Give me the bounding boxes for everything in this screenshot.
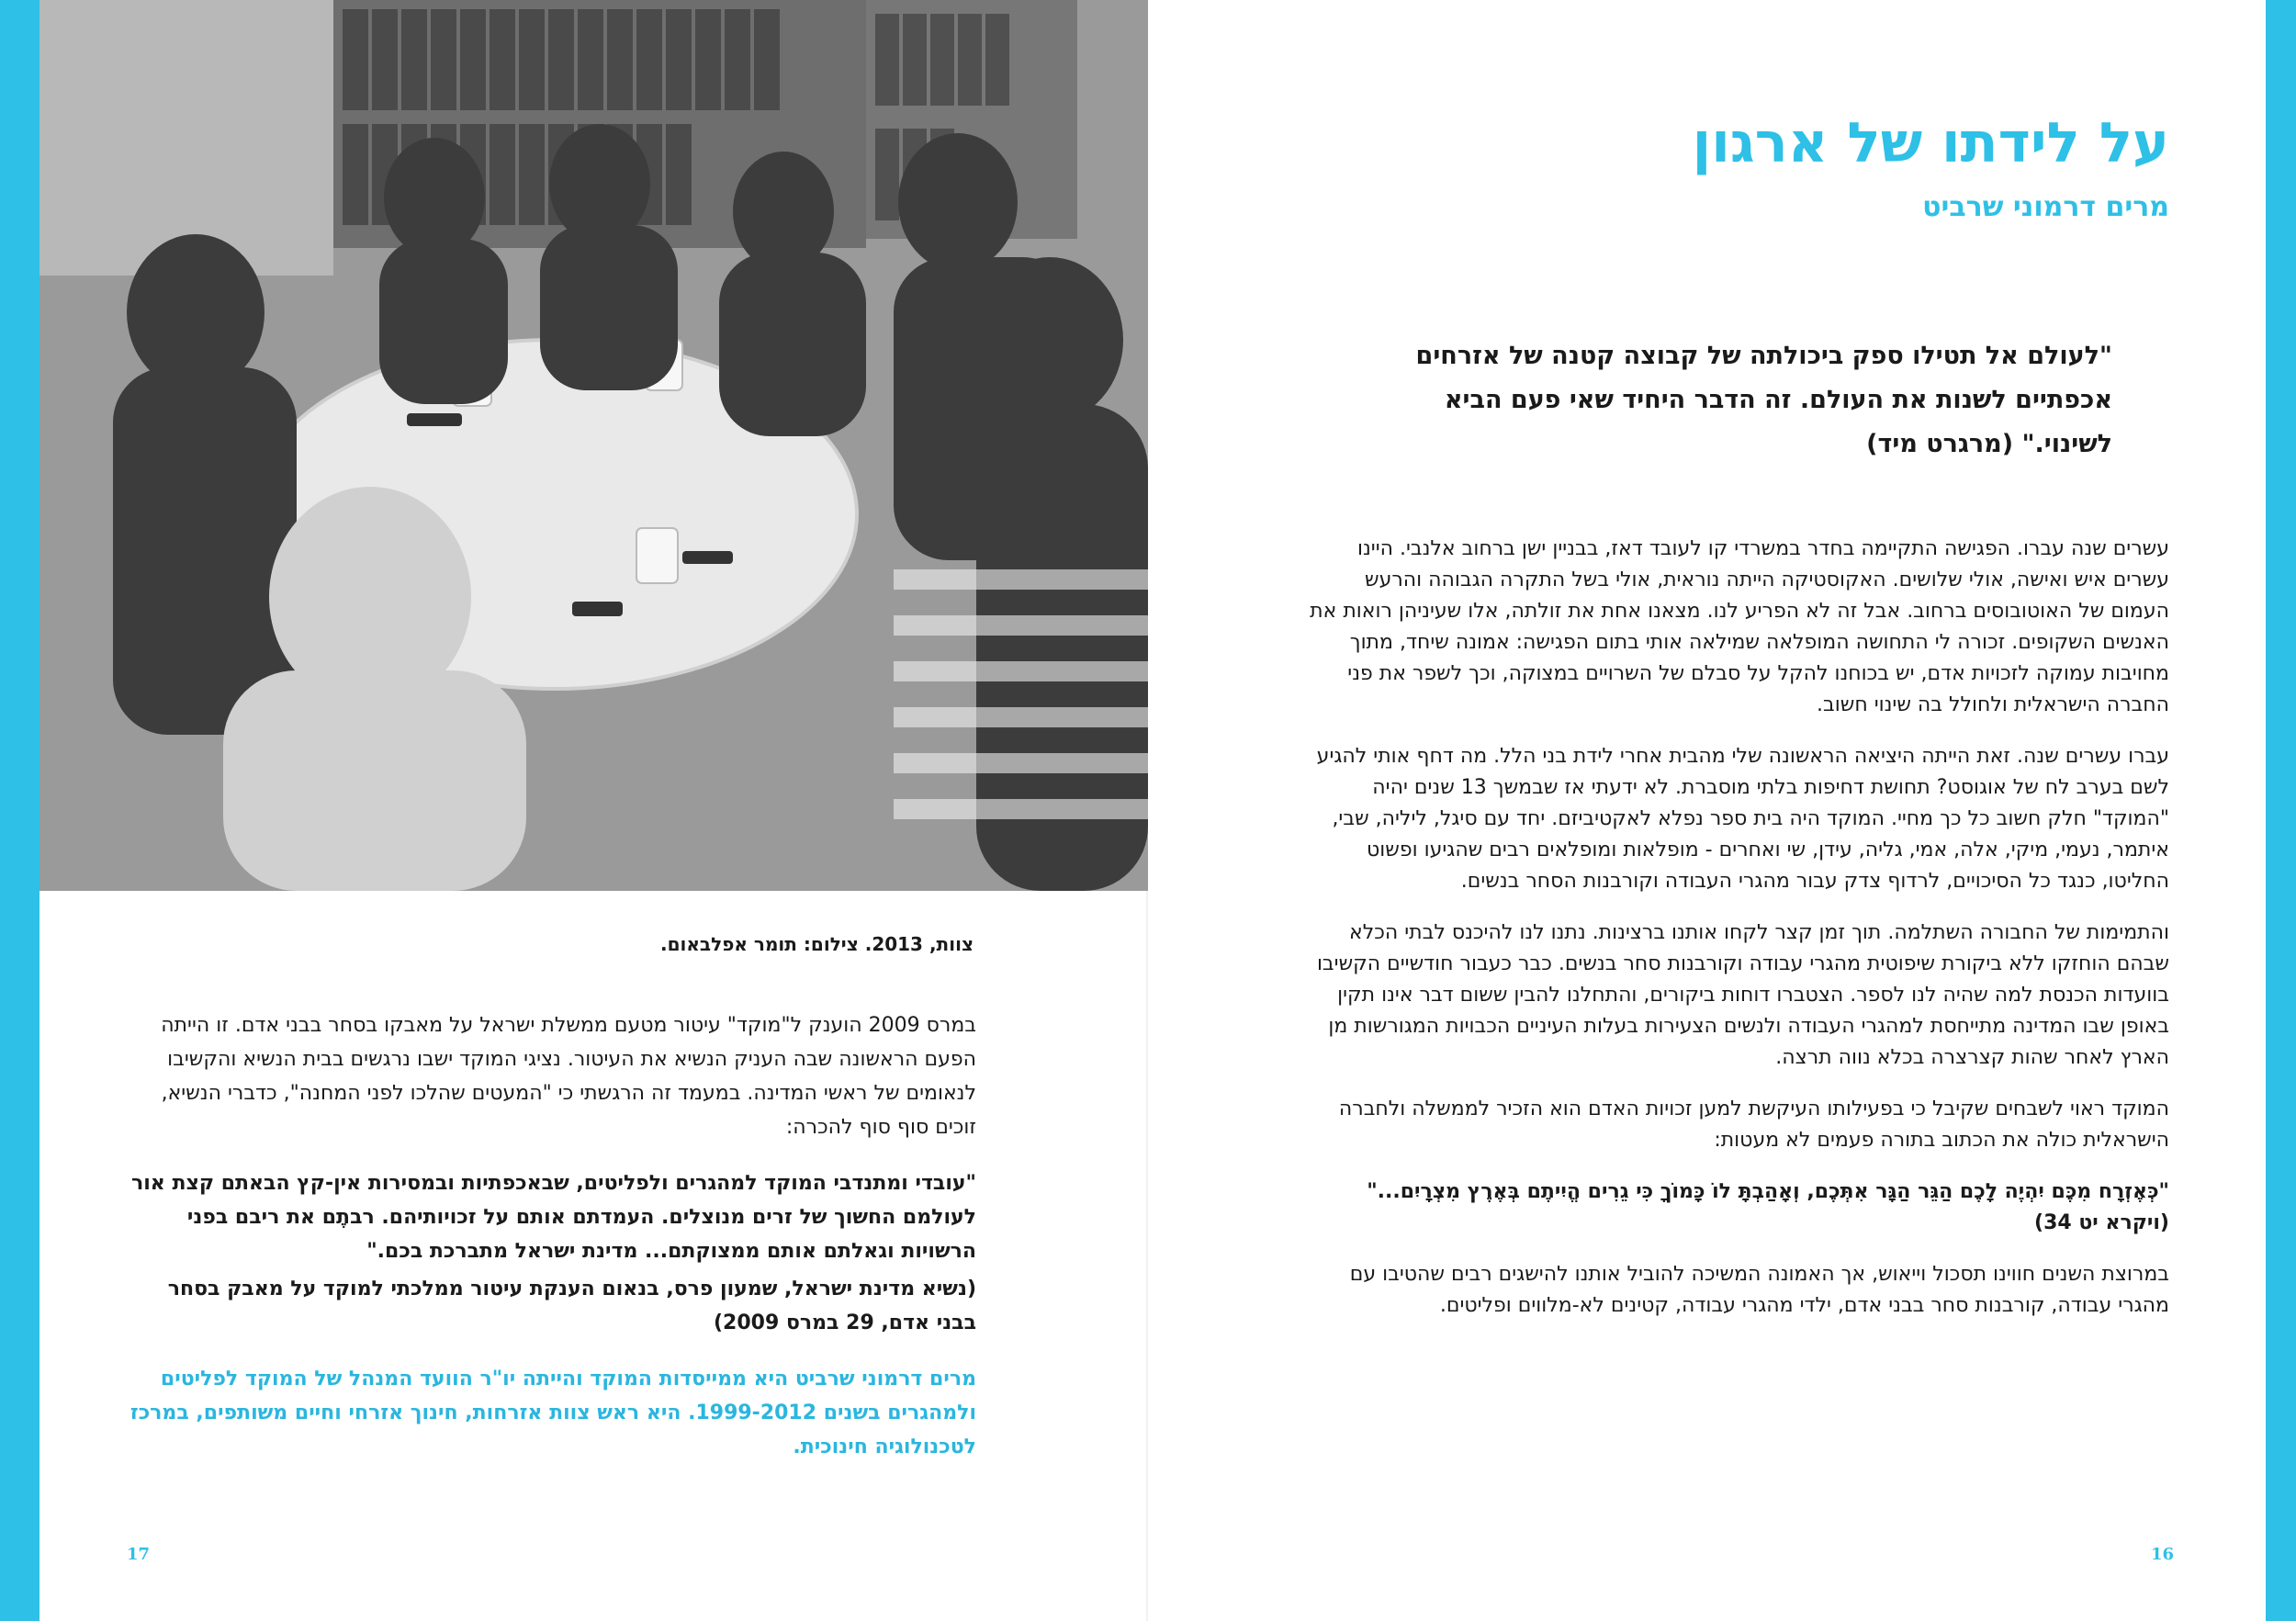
paragraph: עשרים שנה עברו. הפגישה התקיימה בחדר במשרדי קו לעובד דאז, בבניין ישן ברחוב אלנבי. היינו עשרים איש ואישה, אולי שלושים. האקוסטיקה הייתה נוראית, אולי בשל התקרה הגבוהה והרעש העמום של האוטובוסים ברחוב. אבל זה לא הפריע לנו. מצאנו אחת את זולתה, אלו שעיניהן רואות את האנשים השקופים. זכורה לי התחושה המופלאה שמילאה אותי בתום הפגישה: אמונה שיחד, מתוך מחויבות עמוקה לזכויות אדם, יש בכוחנו להקל על סבלם של השרויים במצוקה, וכך לשפר את פני החברה הישראלית ולחולל בה שינוי חשוב. — [1310, 537, 2169, 716]
article-title: על לידתו של ארגון — [1692, 111, 2169, 175]
left-page-body — [127, 1008, 976, 1486]
author-bio: מרים דרמוני שרביט היא ממייסדות המוקד והייתה יו"ר הוועד המנהל של המוקד לפליטים ולמהגרים בשנים 1999-2012. היא ראש צוות אזרחות, חינוך אזרחי וחיים משותפים, במרכז לטכנולוגיה חינוכית. — [129, 1368, 976, 1458]
article-author: מרים דרמוני שרביט — [1922, 191, 2169, 223]
page-number-left: 17 — [127, 1545, 151, 1564]
photo-caption: צוות, 2013. צילום: תומר אפלבאום. — [659, 933, 974, 955]
right-page-body — [1309, 534, 2169, 1342]
bible-verse-source: (ויקרא יט 34) — [2034, 1211, 2169, 1234]
president-quote-text: "עובדי ומתנדבי המוקד למהגרים ולפליטים, שבאכפתיות ובמסירות אין-קץ הבאתם קצת אור לעולמם החשוך של זרים מנוצלים. העמדתם אותם על זכויותיהם. רבתֶם את ריבם בפני הרשויות וגאלתם אותם ממצוקתם... מדינת ישראל מתברכת בכם." — [130, 1172, 976, 1263]
epigraph-quote: "לעולם אל תטילו ספק ביכולתה של קבוצה קטנה של אזרחים אכפתיים לשנות את העולם. זה הדבר היחיד שאי פעם הביא לשינוי." (מרגרט מיד) — [1415, 342, 2112, 458]
bible-verse-text: "כְּאֶזְרָח מִכֶּם יִהְיֶה לָכֶם הַגֵּר הַגָּר אִתְּכֶם, וְאָהַבְתָּ לוֹ כָּמוֹךָ כִּי גֵרִים הֱיִיתֶם בְּאֶרֶץ מִצְרָיִם..." — [1367, 1180, 2169, 1203]
paragraph: המוקד ראוי לשבחים שקיבל כי בפעילותו העיקשת למען זכויות האדם הוא הזכיר לממשלה ולחברה הישראלית כולה את הכתוב בתורה פעמים לא מעטות: — [1338, 1098, 2169, 1152]
page-number-right: 16 — [2151, 1545, 2175, 1564]
team-photo — [39, 0, 1148, 891]
paragraph: במרס 2009 הוענק ל"מוקד" עיטור מטעם ממשלת ישראל על מאבקו בסחר בבני אדם. זו הייתה הפעם הראשונה שבה העניק הנשיא את העיטור. נציגי המוקד ישבו נרגשים בבית הנשיא והקשיבו לנאומים של ראשי המדינה. במעמד זה הרגשתי כי "המעטים שהלכו לפני המחנה", כדברי הנשיא, זוכים סוף סוף להכרה: — [161, 1014, 976, 1139]
right-edge-band — [2266, 0, 2296, 1621]
bible-verse — [1309, 1176, 2169, 1239]
closing-paragraph: במרוצת השנים חווינו תסכול וייאוש, אך האמונה המשיכה להוביל אותנו להישגים רבים שהטיבו עם מהגרי עבודה, קורבנות סחר בבני אדם, ילדי מהגרי עבודה, קטינים לא-מלווים ופליטים. — [1349, 1263, 2169, 1317]
president-attribution: (נשיא מדינת ישראל, שמעון פרס, בנאום הענקת עיטור ממלכתי למוקד על מאבק בסחר בבני אדם, 29 במרס 2009) — [167, 1278, 976, 1334]
left-edge-band — [0, 0, 39, 1621]
paragraph: והתמימות של החבורה השתלמה. תוך זמן קצר לקחו אותנו ברצינות. נתנו לנו להיכנס לבתי הכלא שבהם הוחזקו ללא ביקורת שיפוטית מהגרי עבודה וקורבנות סחר בנשים. כבר כעבור חודשיים הקשיבו בוועדות הכנסת למה שהיה לנו לספר. הצטברו דוחות ביקורים, והתחלנו להבין ששום דבר אינו תקין באופן שבו המדינה מתייחסת למהגרי העבודה ולנשים הצעירות בעלות העיניים הכבויות המגורשות מן הארץ לאחר שהות קצרצרה בכלא נווה תרצה. — [1316, 921, 2169, 1069]
president-quote — [127, 1166, 976, 1268]
paragraph: עברו עשרים שנה. זאת הייתה היציאה הראשונה שלי מהבית אחרי לידת בני הלל. מה דחף אותי להגיע לשם בערב לח של אוגוסט? תחושת דחיפות בלתי מוסברת. לא ידעתי אז שבמשך 13 שנים יהיה "המוקד" חלק חשוב כל כך מחיי. המוקד היה בית ספר נפלא לאקטיביזם. יחד עם סיגל, ליליה, שבי, איתמר, נעמי, מיקי, אלה, אמי, גליה, עידן, שי ואחרים - מופלאות ומופלאים רבים שהגיעו ופשוט החליטו, כנגד כל הסיכויים, לרדוף צדק עבור מהגרי העבודה וקורבנות הסחר בנשים. — [1316, 745, 2169, 893]
